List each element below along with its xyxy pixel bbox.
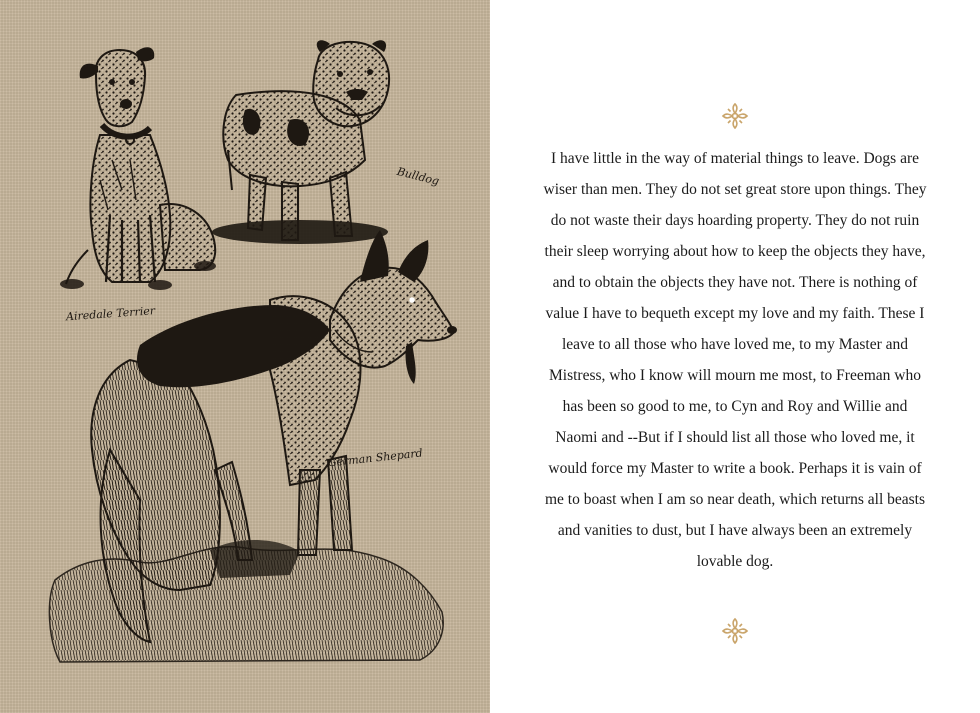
bulldog-drawing bbox=[212, 40, 389, 244]
caption-bulldog: Bulldog bbox=[395, 164, 441, 188]
text-page bbox=[490, 0, 980, 713]
fleuron-icon bbox=[720, 616, 750, 646]
fleuron-icon bbox=[720, 101, 750, 131]
memorial-passage: I have little in the way of material things to leave. Dogs are wiser than men. They do not set great store upon things. They do not waste their days hoarding property. They do not ruin their sleep worrying about how to keep the objects they have, and to obtain the objects they have not. There is nothing of value I have to bequeth except my love and my faith. These I leave to all those who have loved me, to my Master and Mistress, who I know will mourn me most, to Freeman who has been so good to me, to Cyn and Roy and Willie and Naomi and --But if I should list all those who loved me, it would force my Master to write a book. Perhaps it is vain of me to boast when I am so near death, which returns all beasts and vanities to dust, but I have always been an extremely lovable dog. bbox=[543, 150, 927, 570]
caption-airedale-terrier: Airedale Terrier bbox=[65, 304, 156, 324]
caption-german-shepherd: German Shepard bbox=[327, 446, 424, 470]
airedale-terrier-drawing bbox=[60, 47, 216, 290]
german-shepherd-drawing bbox=[49, 230, 457, 662]
